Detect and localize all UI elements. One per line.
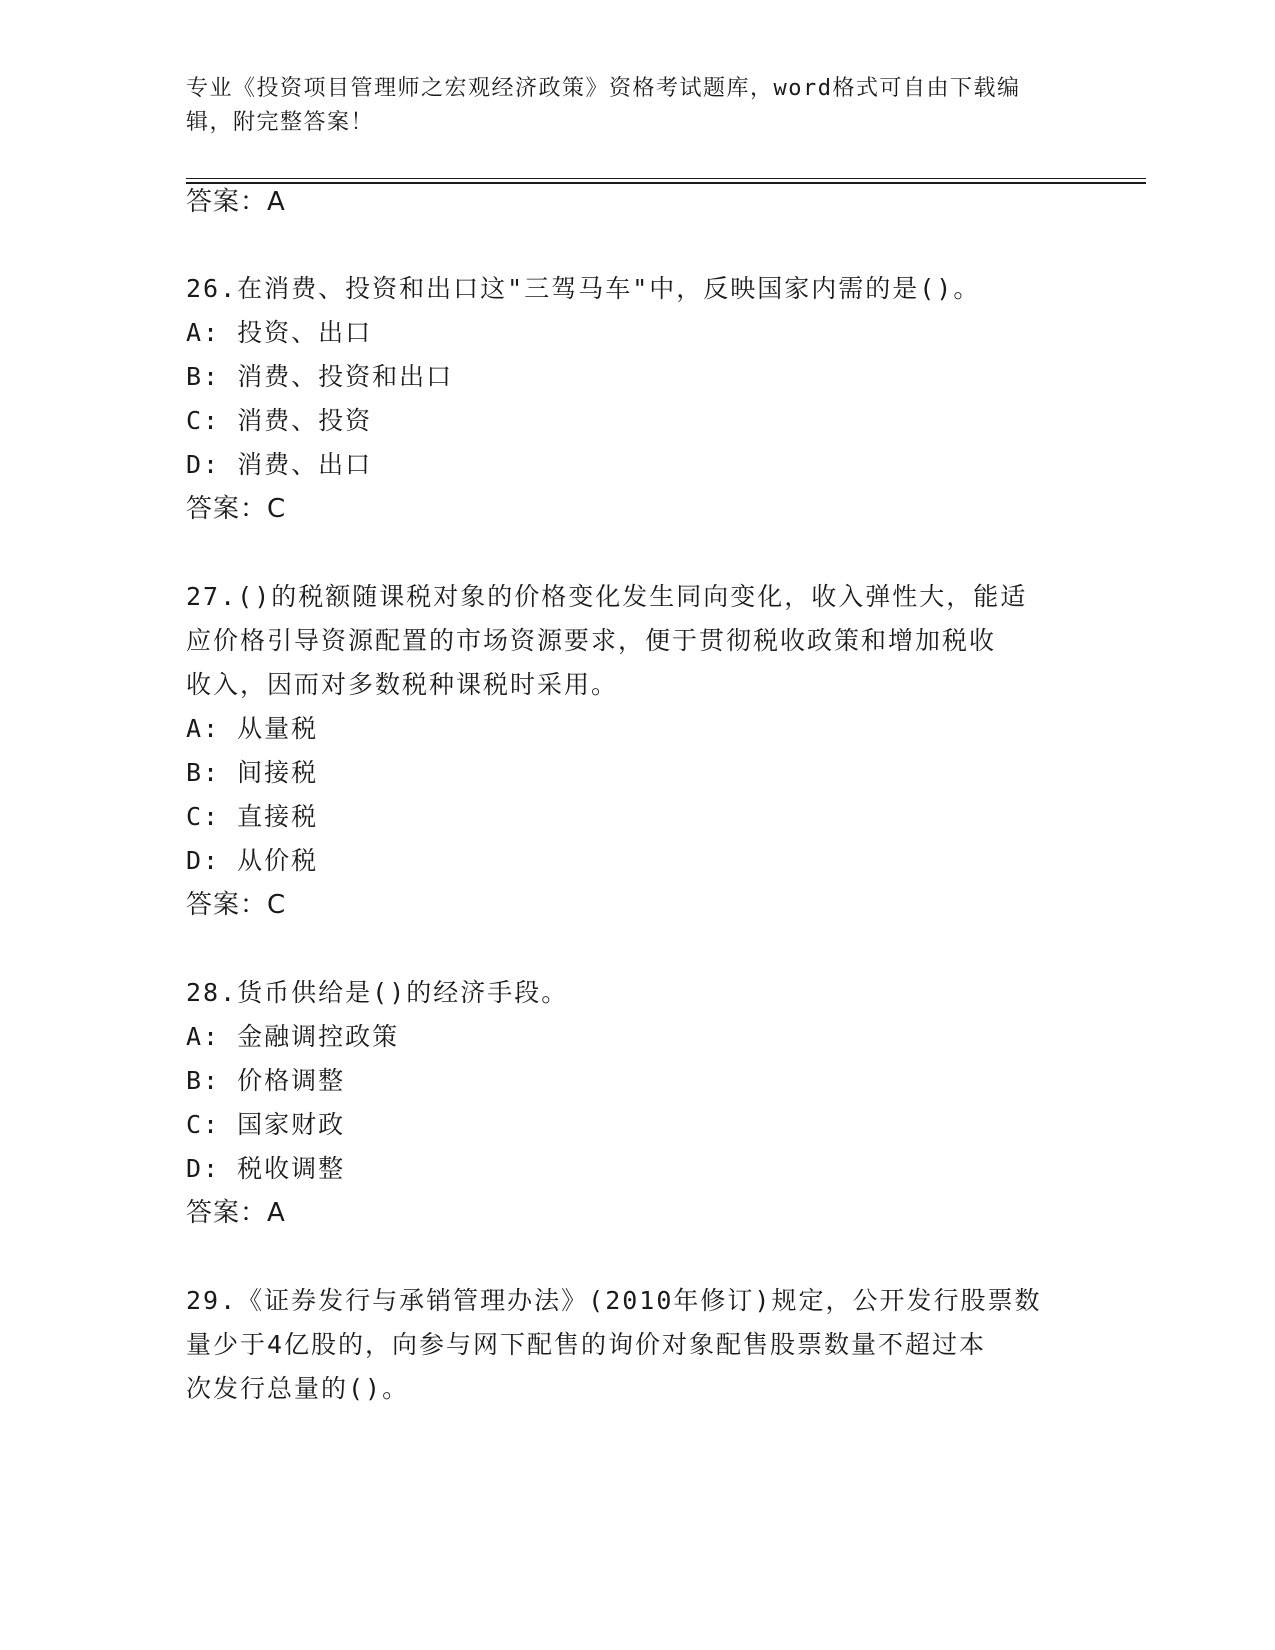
question-27-stem-line-3: 收入，因而对多数税种课税时采用。 — [186, 670, 619, 699]
question-26-option-a: A: 投资、出口 — [186, 318, 373, 347]
question-26-option-b: B: 消费、投资和出口 — [186, 362, 454, 391]
question-28-option-c: C: 国家财政 — [186, 1110, 346, 1139]
question-26-option-d: D: 消费、出口 — [186, 450, 373, 479]
question-27-answer: 答案：C — [186, 890, 287, 920]
question-29-stem-line-3: 次发行总量的()。 — [186, 1374, 410, 1403]
header-divider-thin — [186, 178, 1146, 179]
question-27-option-c: C: 直接税 — [186, 802, 319, 831]
question-28-option-d: D: 税收调整 — [186, 1154, 346, 1183]
question-29-stem-line-2: 量少于4亿股的，向参与网下配售的询价对象配售股票数量不超过本 — [186, 1330, 987, 1359]
answer-25: 答案：A — [186, 187, 286, 217]
header-line-2: 辑，附完整答案！ — [186, 110, 375, 135]
question-26-option-c: C: 消费、投资 — [186, 406, 373, 435]
question-27-option-a: A: 从量税 — [186, 714, 319, 743]
question-27-option-d: D: 从价税 — [186, 846, 319, 875]
question-27-stem-line-1: 27.()的税额随课税对象的价格变化发生同向变化，收入弹性大，能适 — [186, 582, 1028, 611]
question-28-option-b: B: 价格调整 — [186, 1066, 346, 1095]
header-line-1: 专业《投资项目管理师之宏观经济政策》资格考试题库，word格式可自由下载编 — [186, 76, 1021, 101]
header-divider-thick — [186, 182, 1146, 184]
question-28-answer: 答案：A — [186, 1198, 286, 1228]
question-27-stem-line-2: 应价格引导资源配置的市场资源要求，便于贯彻税收政策和增加税收 — [186, 626, 997, 655]
question-28-stem: 28.货币供给是()的经济手段。 — [186, 978, 569, 1007]
question-28-option-a: A: 金融调控政策 — [186, 1022, 400, 1051]
document-header — [186, 72, 1086, 140]
question-26-stem: 26.在消费、投资和出口这"三驾马车"中，反映国家内需的是()。 — [186, 274, 981, 303]
question-26-answer: 答案：C — [186, 494, 287, 524]
question-27-option-b: B: 间接税 — [186, 758, 319, 787]
question-29-stem-line-1: 29.《证券发行与承销管理办法》(2010年修订)规定，公开发行股票数 — [186, 1286, 1042, 1315]
